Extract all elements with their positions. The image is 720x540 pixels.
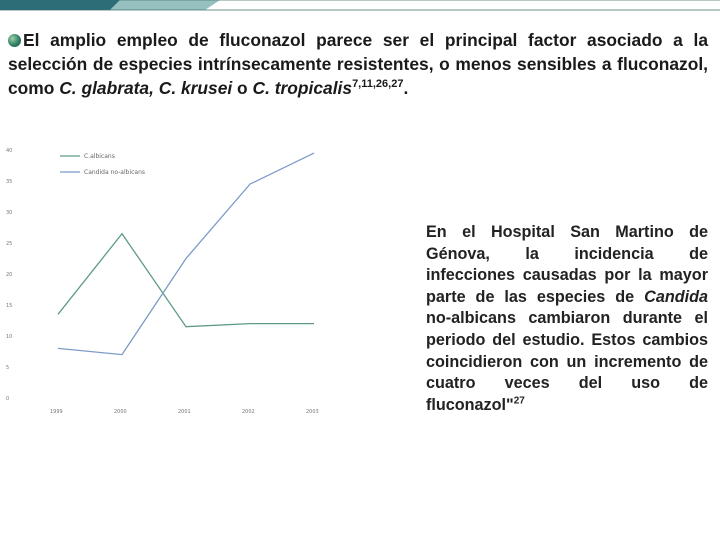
intro-period: . — [403, 78, 409, 98]
top-decorative-bar — [0, 0, 720, 11]
intro-text: El amplio empleo de fluconazol parece ser el principal factor asociado a la selección de especies intrínsecamente resistentes, o menos sensibles a fluconazol, como — [8, 30, 708, 98]
intro-references: 7,11,26,27 — [352, 78, 404, 91]
quote-genus: Candida — [644, 287, 708, 306]
x-tick-label: 2001 — [178, 409, 191, 415]
quote-text-after: no-albicans cambiaron durante el periodo del estudio. Estos cambios coincidieron con un incremento de cuatro veces del uso de fluconazol" — [426, 309, 708, 414]
x-tick-label: 2000 — [114, 409, 127, 415]
intro-species: C. glabrata, C. krusei — [59, 78, 233, 98]
x-tick-label: 1999 — [50, 409, 63, 415]
y-tick-label: 25 — [6, 241, 13, 247]
legend-label: Candida no-albicans — [84, 169, 146, 176]
x-tick-label: 2002 — [242, 409, 255, 415]
line-chart-svg — [0, 140, 330, 425]
y-tick-label: 20 — [6, 272, 13, 278]
series-line-albicans — [58, 234, 314, 327]
quote-paragraph — [426, 222, 708, 416]
quote-reference: 27 — [513, 395, 525, 407]
y-tick-label: 35 — [6, 179, 13, 185]
y-tick-label: 10 — [6, 334, 13, 340]
y-tick-label: 30 — [6, 210, 13, 216]
y-tick-label: 15 — [6, 303, 13, 309]
intro-species-last: C. tropicalis — [252, 78, 353, 98]
intro-paragraph — [8, 28, 708, 100]
x-tick-label: 2003 — [306, 409, 319, 415]
y-tick-label: 5 — [6, 365, 10, 371]
quote-text: En el Hospital San Martino de Génova, la incidencia de infecciones causadas por la mayor parte de las especies de — [426, 223, 708, 306]
legend-label: C.albicans — [84, 153, 115, 160]
incidence-chart — [0, 140, 330, 425]
y-tick-label: 40 — [6, 148, 13, 154]
intro-connector: o — [232, 78, 253, 98]
bullet-icon — [8, 34, 21, 47]
series-line-no-albicans — [58, 153, 314, 355]
y-tick-label: 0 — [6, 396, 10, 402]
